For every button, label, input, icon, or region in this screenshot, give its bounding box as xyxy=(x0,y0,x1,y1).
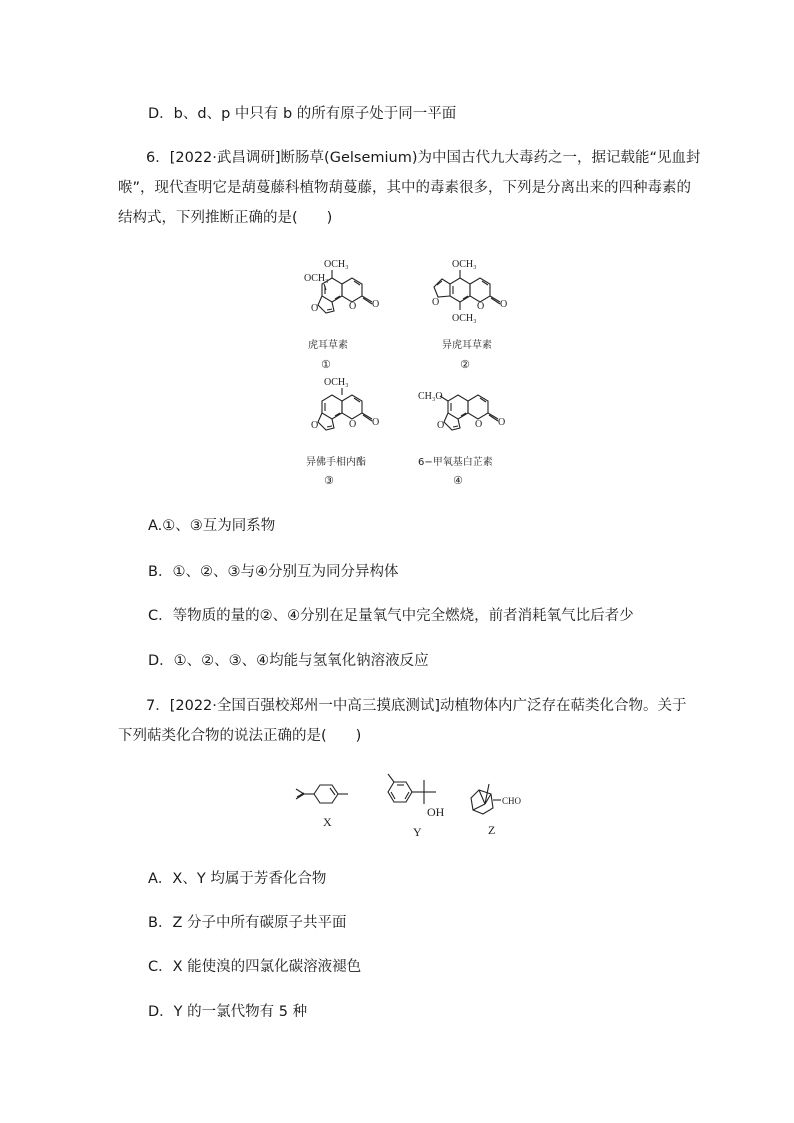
structure-2-sub-top: OCH₃ xyxy=(452,259,477,270)
structure-z-label: Z xyxy=(488,823,496,837)
structure-4-furan-o: O xyxy=(437,420,445,431)
structure-4-sub-left: CH₃O xyxy=(418,391,443,402)
q6-stem-line-2: 喉”，现代查明它是葫蔓藤科植物葫蔓藤，其中的毒素很多，下列是分离出来的四种毒素的 xyxy=(118,180,692,196)
structure-2 xyxy=(420,255,530,375)
q6-option-b: B．①、②、③与④分别互为同分异构体 xyxy=(148,564,399,580)
structure-2-furan-o: O xyxy=(432,297,440,308)
structure-3-sub-top: OCH₃ xyxy=(324,377,349,388)
structure-x xyxy=(290,782,370,832)
structure-4 xyxy=(412,375,532,490)
structure-4-carbonyl-o: O xyxy=(498,417,506,428)
structure-2-number: ② xyxy=(460,358,470,371)
structure-1-number: ① xyxy=(321,358,331,371)
structure-1-name: 虎耳草素 xyxy=(308,340,348,351)
structure-3-lactone-o: O xyxy=(349,419,357,430)
structure-3-carbonyl-o: O xyxy=(372,417,380,428)
structure-1-carbonyl-o: O xyxy=(372,299,380,310)
structure-3-name: 异佛手相内酯 xyxy=(306,457,366,468)
structure-y-label: Y xyxy=(413,825,422,839)
q7-option-d: D．Y 的一氯代物有 5 种 xyxy=(148,1004,308,1020)
structure-2-name: 异虎耳草素 xyxy=(442,340,492,351)
structure-3-number: ③ xyxy=(324,474,334,487)
structure-4-lactone-o: O xyxy=(475,419,483,430)
q7-option-b: B．Z 分子中所有碳原子共平面 xyxy=(148,915,347,931)
q6-stem-line-1: 6．[2022·武昌调研]断肠草(Gelsemium)为中国古代九大毒药之一，据记载能“见血封 xyxy=(146,150,701,166)
structure-y xyxy=(378,770,458,840)
structure-1-furan-o: O xyxy=(311,303,319,314)
structure-z-cho: CHO xyxy=(502,796,522,806)
q7-stem-line-1: 7．[2022·全国百强校郑州一中高三摸底测试]动植物体内广泛存在萜类化合物。关于 xyxy=(146,698,687,714)
q6-stem-line-3: 结构式，下列推断正确的是( ) xyxy=(118,210,333,226)
q6-option-c: C．等物质的量的②、④分别在足量氧气中完全燃烧，前者消耗氧气比后者少 xyxy=(148,608,634,624)
structure-z xyxy=(465,780,535,840)
q5-option-d: D．b、d、p 中只有 b 的所有原子处于同一平面 xyxy=(148,106,457,122)
structure-1 xyxy=(300,255,400,375)
structure-1-sub-top: OCH₃ xyxy=(324,259,349,270)
structure-4-number: ④ xyxy=(453,474,463,487)
q7-option-a: A．X、Y 均属于芳香化合物 xyxy=(148,871,327,887)
q6-option-a: A.①、③互为同系物 xyxy=(148,518,276,534)
structure-x-label: X xyxy=(323,815,332,829)
q7-option-c: C．X 能使溴的四氯化碳溶液褪色 xyxy=(148,959,362,975)
structure-3-furan-o: O xyxy=(311,420,319,431)
structure-2-sub-bottom: OCH₃ xyxy=(452,313,477,324)
structure-2-carbonyl-o: O xyxy=(500,299,508,310)
structure-1-sub-left: OCH₃ xyxy=(304,273,329,284)
q7-stem-line-2: 下列萜类化合物的说法正确的是( ) xyxy=(118,728,362,744)
structure-3 xyxy=(300,375,400,490)
q6-option-d: D．①、②、③、④均能与氢氧化钠溶液反应 xyxy=(148,653,429,669)
structure-4-name: 6−甲氧基白芷素 xyxy=(418,457,493,468)
structure-1-lactone-o: O xyxy=(349,301,357,312)
structure-y-oh: OH xyxy=(427,805,445,819)
structure-2-lactone-o: O xyxy=(477,301,485,312)
